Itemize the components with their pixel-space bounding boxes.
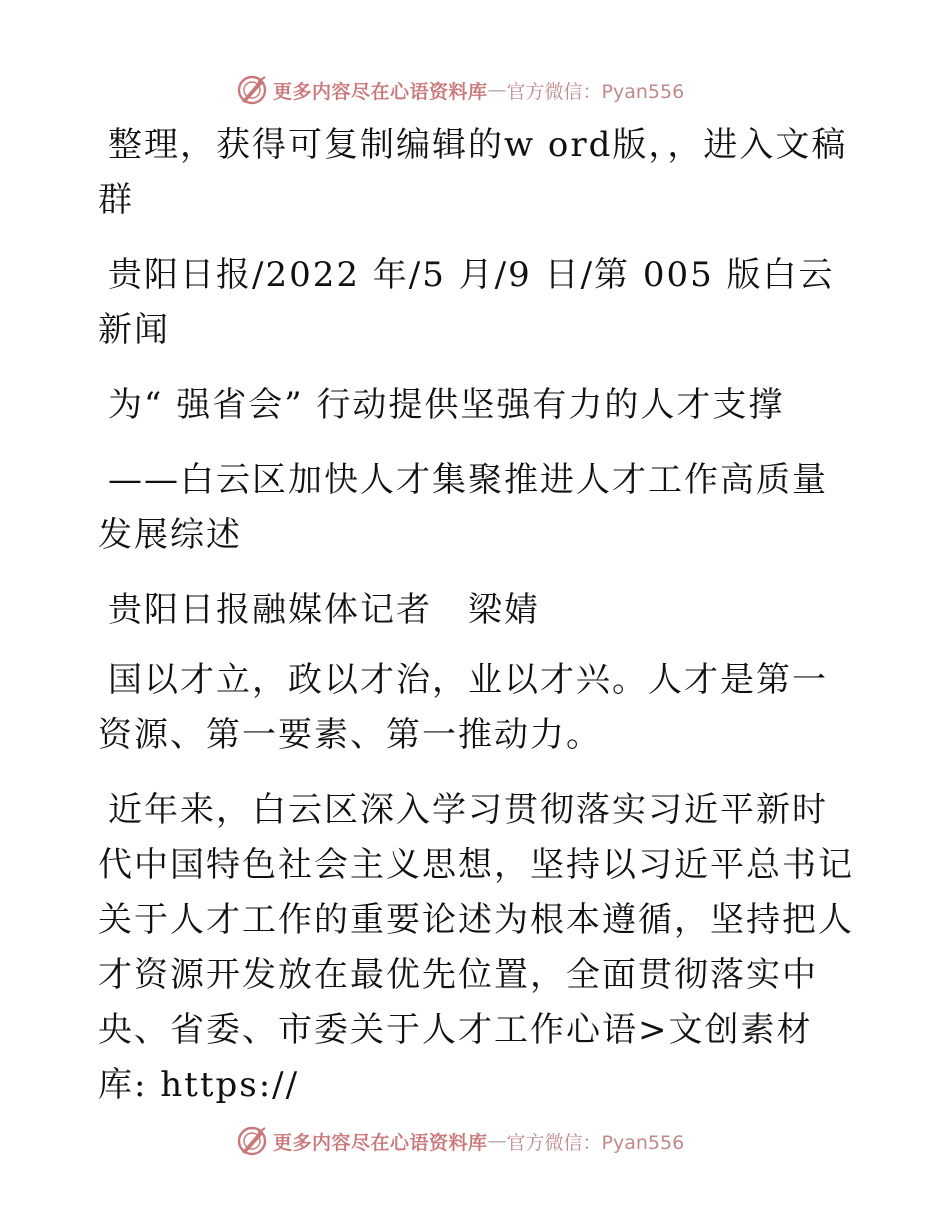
watermark-separator: — xyxy=(487,1130,507,1152)
document-body xyxy=(98,118,858,1133)
body-paragraph: 国以才立，政以才治，业以才兴。人才是第一资源、第一要素、第一推动力。 xyxy=(98,660,828,755)
body-paragraph: 近年来，白云区深入学习贯彻落实习近平新时代中国特色社会主义思想，坚持以习近平总书记关于人才工作的重要论述为根本遵循，坚持把人才资源开发放在最优先位置，全面贯彻落实中央、省委、市委关于人才工作心语>文创素材库: https:// xyxy=(98,790,854,1105)
source-line: 贵阳日报/2022 年/5 月/9 日/第 005 版白云新闻 xyxy=(98,255,835,350)
watermark-separator: — xyxy=(487,79,507,101)
quill-pen-logo-icon xyxy=(236,1125,268,1157)
footer-watermark xyxy=(236,1123,684,1159)
article-subtitle: ——白云区加快人才集聚推进人才工作高质量发展综述 xyxy=(98,460,828,555)
author-byline: 贵阳日报融媒体记者 梁婧 xyxy=(108,590,540,630)
watermark-main-text: 更多内容尽在心语资料库 xyxy=(273,80,488,103)
quill-pen-logo-icon xyxy=(236,74,268,106)
intro-paragraph: 整理，获得可复制编辑的w ord版，，进入文稿群 xyxy=(98,125,848,220)
watermark-wechat-text: 官方微信：Pyan556 xyxy=(506,80,685,103)
header-watermark xyxy=(236,72,684,108)
article-title: 为“ 强省会” 行动提供坚强有力的人才支撑 xyxy=(108,385,785,425)
watermark-main-text: 更多内容尽在心语资料库 xyxy=(273,1131,488,1154)
watermark-wechat-text: 官方微信：Pyan556 xyxy=(506,1131,685,1154)
